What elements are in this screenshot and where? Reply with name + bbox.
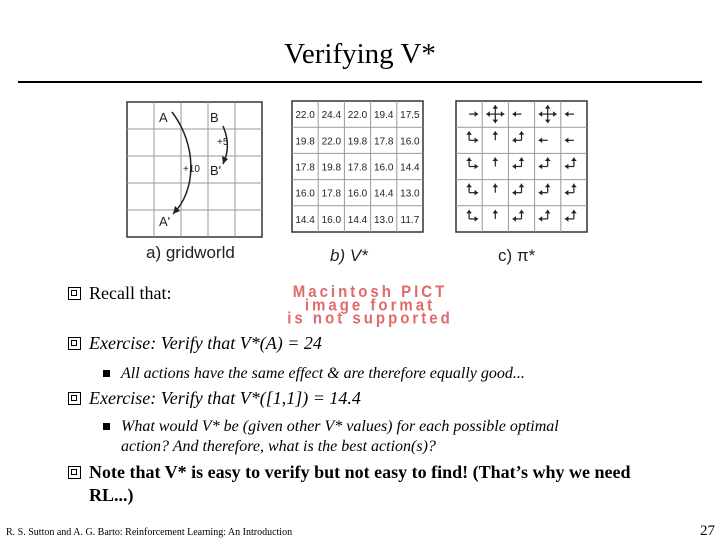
gridworld-figure <box>125 100 265 240</box>
page-number: 27 <box>700 523 715 539</box>
vstar-cell-value: 16.0 <box>373 162 394 174</box>
vstar-cell-value: 22.0 <box>321 136 342 148</box>
vstar-cell-value: 17.8 <box>295 162 315 174</box>
vstar-cell-value: 16.0 <box>295 188 315 200</box>
sub-bullet-icon <box>103 423 110 430</box>
vstar-cell-value: 14.4 <box>373 188 394 200</box>
vstar-cell-value: 19.4 <box>373 110 394 122</box>
exercise1-sub-text: All actions have the same effect & are therefore equally good... <box>121 365 525 382</box>
exercise2-sub-line-2: action? And therefore, what is the best action(s)? <box>121 438 436 455</box>
vstar-cell-value: 13.0 <box>373 214 394 226</box>
bullet-square-icon <box>68 337 81 350</box>
title-divider <box>18 81 702 83</box>
exercise2-text: Exercise: Verify that V*([1,1]) = 14.4 <box>89 388 361 408</box>
pistar-policy-grid <box>455 100 589 234</box>
pict-line-2: image format <box>304 296 436 315</box>
vstar-cell-value: 22.0 <box>347 110 368 122</box>
slide-title: Verifying V* <box>284 38 436 70</box>
vstar-cell-value: 16.0 <box>347 188 368 200</box>
note-line-2: RL...) <box>89 485 134 505</box>
bullet-square-icon <box>68 392 81 405</box>
pict-line-1: Macintosh PICT <box>292 282 448 302</box>
recall-text: Recall that: <box>89 283 172 303</box>
footer-citation: R. S. Sutton and A. G. Barto: Reinforcement Learning: An Introduction <box>6 527 293 538</box>
vstar-cell-value: 17.5 <box>400 110 420 122</box>
gridworld-label-a: A <box>159 110 168 125</box>
gridworld-reward-10: +10 <box>183 164 200 175</box>
vstar-cell-value: 14.4 <box>400 162 420 174</box>
vstar-cell-value: 19.8 <box>347 136 368 148</box>
vstar-cell-value: 22.0 <box>295 110 315 122</box>
vstar-cell-value: 16.0 <box>400 136 420 148</box>
sub-bullet-icon <box>103 370 110 377</box>
bullet-square-icon <box>68 287 81 300</box>
vstar-cell-value: 19.8 <box>295 136 315 148</box>
gridworld-caption: a) gridworld <box>146 243 235 262</box>
pict-line-3: is not supported <box>287 309 453 328</box>
vstar-cell-value: 19.8 <box>321 162 342 174</box>
exercise2-sub-line-1: What would V* be (given other V* values) for each possible optimal <box>121 418 559 435</box>
gridworld-reward-5: +5 <box>217 137 229 148</box>
vstar-cell-value: 16.0 <box>321 214 342 226</box>
vstar-cell-value: 17.8 <box>321 188 342 200</box>
gridworld-label-a-prime: A' <box>159 214 171 229</box>
note-line-1: Note that V* is easy to verify but not easy to find! (That’s why we need <box>89 462 631 482</box>
bullet-square-icon <box>68 466 81 479</box>
gridworld-label-b-prime: B' <box>210 163 222 178</box>
pistar-caption: c) π* <box>498 246 536 265</box>
vstar-cell-value: 17.8 <box>373 136 394 148</box>
exercise1-text: Exercise: Verify that V*(A) = 24 <box>89 333 322 353</box>
vstar-table <box>291 100 425 234</box>
vstar-cell-value: 11.7 <box>400 214 420 226</box>
vstar-caption: b) V* <box>330 246 368 265</box>
vstar-cell-value: 13.0 <box>400 188 420 200</box>
vstar-cell-value: 17.8 <box>347 162 368 174</box>
gridworld-label-b: B <box>210 110 219 125</box>
vstar-cell-value: 24.4 <box>321 110 342 122</box>
pict-unsupported-placeholder <box>220 282 520 328</box>
vstar-cell-value: 14.4 <box>295 214 315 226</box>
vstar-cell-value: 14.4 <box>347 214 368 226</box>
